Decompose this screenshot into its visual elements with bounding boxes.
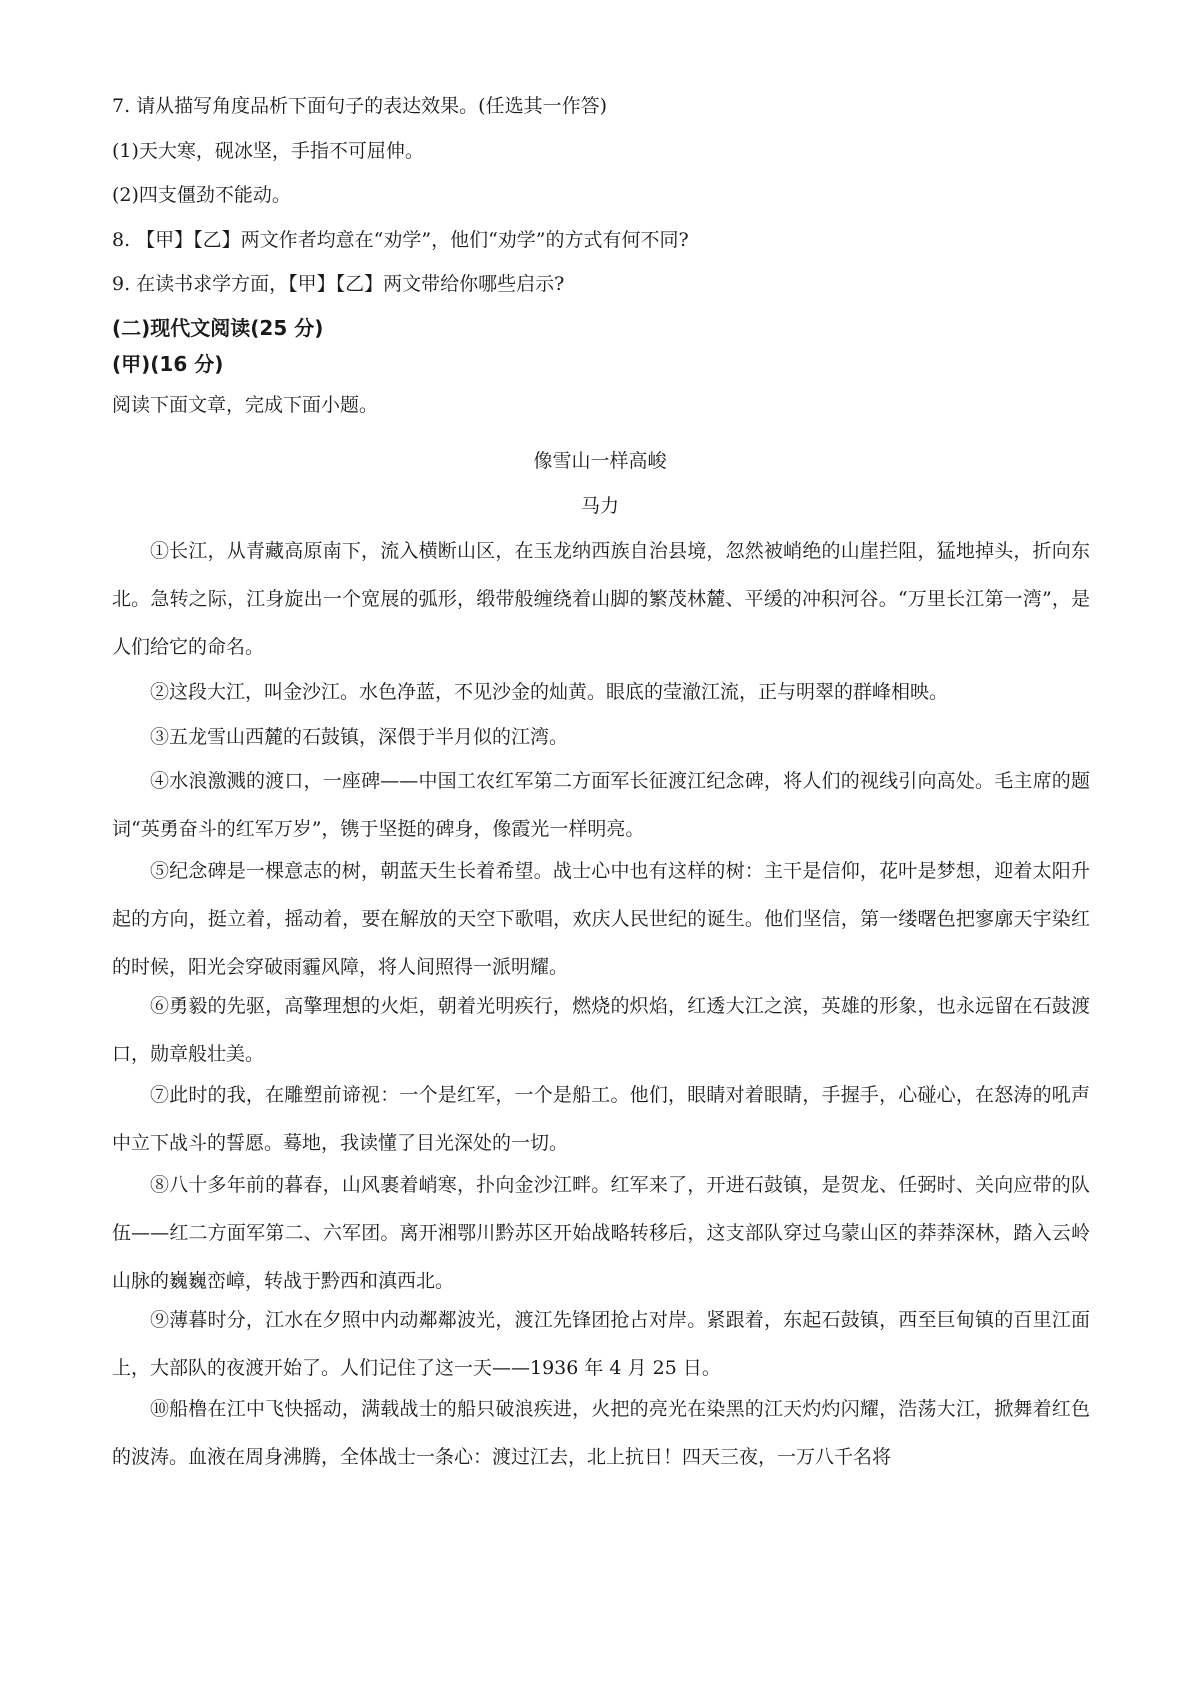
paragraph-9: ⑨薄暮时分，江水在夕照中内动鄰鄰波光，渡江先锋团抢占对岸。紧跟着，东起石鼓镇，西至巨甸镇的百里江面上，大部队的夜渡开始了。人们记住了这一天——1936 年 4 月 25 日。	[112, 1309, 1090, 1379]
section-heading: (二)现代文阅读(25 分)	[112, 316, 324, 340]
paragraph-3: ③五龙雪山西麓的石鼓镇，深偎于半月似的江湾。	[150, 726, 569, 748]
question-8: 8. 【甲】【乙】两文作者均意在“劝学”，他们“劝学”的方式有何不同?	[112, 229, 689, 251]
question-7-option-2: (2)四支僵劲不能动。	[112, 184, 291, 206]
instruction-text: 阅读下面文章，完成下面小题。	[112, 394, 379, 416]
part-heading: (甲)(16 分)	[112, 352, 224, 376]
paragraph-4: ④水浪激溅的渡口，一座碑——中国工农红军第二方面军长征渡江纪念碑，将人们的视线引向高处。毛主席的题词“英勇奋斗的红军万岁”，镌于坚挺的碑身，像霞光一样明亮。	[112, 770, 1090, 840]
question-9: 9. 在读书求学方面，【甲】【乙】两文带给你哪些启示?	[112, 273, 565, 295]
paragraph-8: ⑧八十多年前的暮春，山风裹着峭寒，扑向金沙江畔。红军来了，开进石鼓镇，是贺龙、任弼时、关向应带的队伍——红二方面军第二、六军团。离开湘鄂川黔苏区开始战略转移后，这支部队穿过乌蒙山区的莽莽深林，踏入云岭山脉的巍巍峦嶂，转战于黔西和滇西北。	[112, 1174, 1090, 1292]
question-7-option-1: (1)天大寒，砚冰坚，手指不可屈伸。	[112, 140, 424, 162]
paragraph-10: ⑩船橹在江中飞快摇动，满载战士的船只破浪疾进，火把的亮光在染黑的江天灼灼闪耀，浩荡大江，掀舞着红色的波涛。血液在周身沸腾，全体战士一条心：渡过江去，北上抗日！四天三夜，一万八千名将	[112, 1398, 1090, 1468]
paragraph-6: ⑥勇毅的先驱，高擎理想的火炬，朝着光明疾行，燃烧的炽焰，红透大江之滨，英雄的形象，也永远留在石鼓渡口，勋章般壮美。	[112, 995, 1090, 1065]
article-title: 像雪山一样高峻	[533, 450, 667, 472]
paragraph-1: ①长江，从青藏高原南下，流入横断山区，在玉龙纳西族自治县境，忽然被峭绝的山崖拦阻，猛地掉头，折向东北。急转之际，江身旋出一个宽展的弧形，缎带般缠绕着山脚的繁茂林麓、平缓的冲积河谷。“万里长江第一湾”，是人们给它的命名。	[112, 540, 1090, 658]
paragraph-2: ②这段大江，叫金沙江。水色净蓝，不见沙金的灿黄。眼底的莹澈江流，正与明翠的群峰相映。	[150, 681, 949, 703]
article-author: 马力	[580, 495, 619, 517]
paragraph-7: ⑦此时的我，在雕塑前谛视：一个是红军，一个是船工。他们，眼睛对着眼睛，手握手，心碰心，在怒涛的吼声中立下战斗的誓愿。蓦地，我读懂了目光深处的一切。	[112, 1084, 1090, 1154]
question-7: 7. 请从描写角度品析下面句子的表达效果。(任选其一作答)	[112, 95, 607, 117]
paragraph-5: ⑤纪念碑是一棵意志的树，朝蓝天生长着希望。战士心中也有这样的树：主干是信仰，花叶是梦想，迎着太阳升起的方向，挺立着，摇动着，要在解放的天空下歌唱，欢庆人民世纪的诞生。他们坚信，第一缕曙色把寥廓天宇染红的时候，阳光会穿破雨霾风障，将人间照得一派明耀。	[112, 860, 1090, 978]
